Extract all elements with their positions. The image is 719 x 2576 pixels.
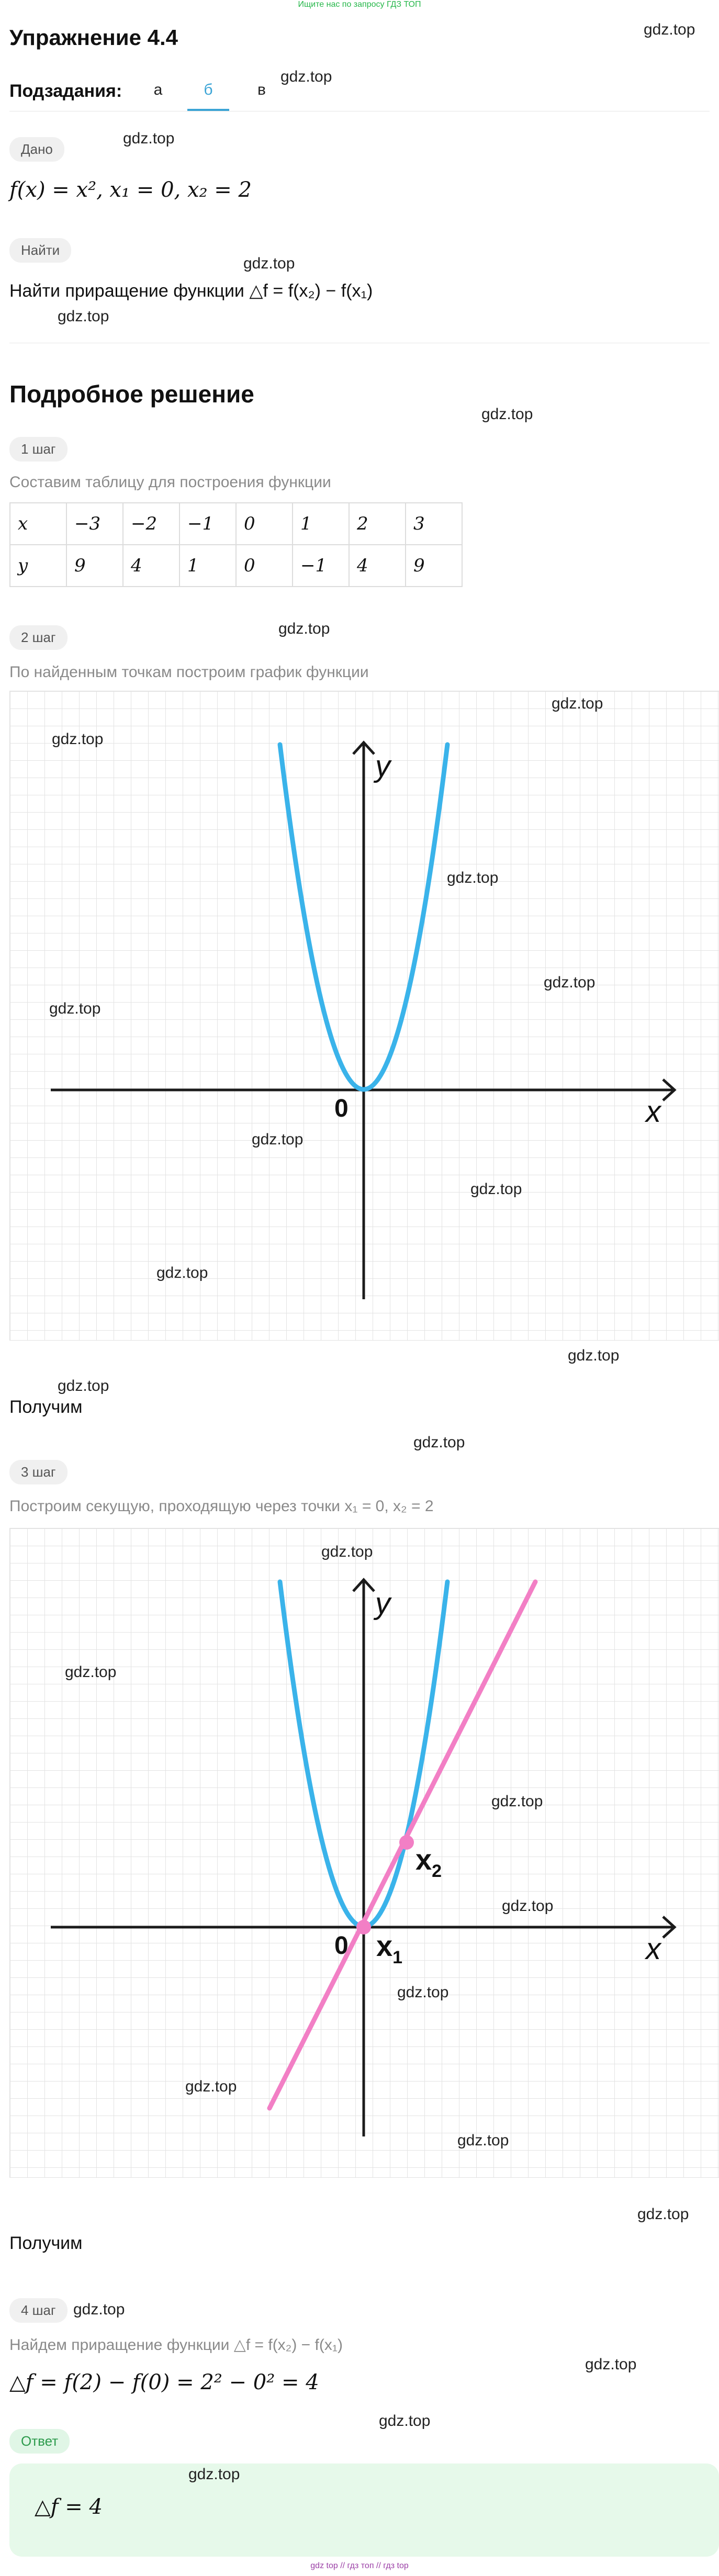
x1-label bbox=[376, 1929, 402, 1968]
tab-v[interactable]: в bbox=[257, 81, 266, 98]
watermark: gdz.top bbox=[491, 1793, 543, 1810]
table-cell: −1 bbox=[293, 545, 349, 587]
answer-pill: Ответ bbox=[9, 2429, 70, 2454]
table-cell: 0 bbox=[236, 545, 293, 587]
step1-text: Составим таблицу для построения функции bbox=[9, 474, 331, 491]
watermark: gdz.top bbox=[552, 695, 603, 712]
watermark: gdz.top bbox=[156, 1264, 208, 1281]
watermark: gdz.top bbox=[52, 730, 104, 748]
watermark: gdz.top bbox=[457, 2132, 509, 2149]
result1-text: Получим bbox=[9, 1397, 83, 1417]
x2-label bbox=[415, 1842, 442, 1882]
tab-b[interactable]: б bbox=[204, 81, 213, 98]
watermark: gdz.top bbox=[252, 1131, 304, 1148]
watermark: gdz.top bbox=[188, 2466, 240, 2483]
table-cell: 3 bbox=[406, 503, 462, 545]
watermark: gdz.top bbox=[644, 21, 695, 38]
step4-formula: △f = f(2) − f(0) = 2² − 0² = 4 bbox=[9, 2370, 319, 2394]
watermark: gdz.top bbox=[447, 869, 499, 886]
watermark: gdz.top bbox=[65, 1663, 117, 1681]
find-text: Найти приращение функции △f = f(x₂) − f(x₁) bbox=[9, 281, 373, 301]
watermark: gdz.top bbox=[280, 68, 332, 85]
step3-text: Построим секущую, проходящую через точки x₁ = 0, x₂ = 2 bbox=[9, 1498, 434, 1515]
watermark: gdz.top bbox=[413, 1434, 465, 1451]
table-cell: 1 bbox=[179, 545, 236, 587]
footer-links[interactable]: gdz top // гдз топ // гдз top bbox=[310, 2561, 409, 2570]
table-cell: y bbox=[10, 545, 66, 587]
watermark: gdz.top bbox=[185, 2078, 237, 2095]
table-cell: −2 bbox=[123, 503, 179, 545]
watermark: gdz.top bbox=[568, 1347, 620, 1364]
x-axis-label: x bbox=[646, 1932, 661, 1966]
table-cell: x bbox=[10, 503, 66, 545]
watermark: gdz.top bbox=[481, 406, 533, 423]
solution-title: Подробное решение bbox=[9, 380, 254, 408]
y-axis-label: y bbox=[375, 1587, 390, 1621]
watermark: gdz.top bbox=[544, 974, 596, 991]
find-pill: Найти bbox=[9, 238, 71, 263]
step3-pill: 3 шаг bbox=[9, 1460, 68, 1484]
parabola-graph-svg bbox=[10, 691, 719, 1340]
watermark: gdz.top bbox=[49, 1000, 101, 1017]
watermark: gdz.top bbox=[58, 1377, 109, 1394]
origin-label: 0 bbox=[334, 1932, 349, 1960]
result2-text: Получим bbox=[9, 2233, 83, 2253]
table-row bbox=[10, 545, 462, 587]
step1-pill: 1 шаг bbox=[9, 437, 68, 462]
x2-label-sub: 2 bbox=[432, 1861, 442, 1881]
x-axis-label: x bbox=[646, 1095, 661, 1129]
watermark: gdz.top bbox=[321, 1543, 373, 1560]
table-cell: 4 bbox=[349, 545, 406, 587]
table-cell: 9 bbox=[66, 545, 123, 587]
values-table bbox=[9, 502, 463, 587]
y-axis-label: y bbox=[375, 749, 390, 783]
x1-label-main: x bbox=[376, 1929, 393, 1962]
watermark: gdz.top bbox=[637, 2206, 689, 2223]
step2-pill: 2 шаг bbox=[9, 625, 68, 650]
top-banner[interactable]: Ищите нас по запросу ГДЗ ТОП bbox=[298, 0, 421, 9]
watermark: gdz.top bbox=[379, 2412, 431, 2429]
active-tab-indicator bbox=[187, 109, 229, 111]
step4-text: Найдем приращение функции △f = f(x₂) − f(x₁) bbox=[9, 2336, 343, 2354]
table-cell: 2 bbox=[349, 503, 406, 545]
secant-graph bbox=[9, 1528, 719, 2178]
given-pill: Дано bbox=[9, 137, 64, 162]
watermark: gdz.top bbox=[470, 1180, 522, 1198]
answer-formula: △f = 4 bbox=[35, 2495, 103, 2519]
watermark: gdz.top bbox=[58, 308, 109, 325]
x2-label-main: x bbox=[415, 1843, 432, 1876]
watermark: gdz.top bbox=[502, 1897, 554, 1915]
watermark: gdz.top bbox=[397, 1984, 449, 2001]
table-cell: 1 bbox=[293, 503, 349, 545]
watermark: gdz.top bbox=[243, 255, 295, 272]
table-cell: 9 bbox=[406, 545, 462, 587]
watermark: gdz.top bbox=[123, 130, 175, 147]
secant-graph-svg bbox=[10, 1528, 719, 2177]
parabola-graph bbox=[9, 691, 719, 1341]
table-cell: −1 bbox=[179, 503, 236, 545]
point-x2 bbox=[399, 1835, 414, 1850]
watermark: gdz.top bbox=[73, 2301, 125, 2318]
point-x1 bbox=[356, 1920, 371, 1934]
step2-text: По найденным точкам построим график функции bbox=[9, 663, 369, 681]
table-cell: 4 bbox=[123, 545, 179, 587]
page-title: Упражнение 4.4 bbox=[9, 25, 178, 50]
tab-a[interactable]: а bbox=[153, 81, 163, 98]
table-row bbox=[10, 503, 462, 545]
watermark: gdz.top bbox=[278, 620, 330, 637]
subtasks-label: Подзадания: bbox=[9, 81, 122, 101]
origin-label: 0 bbox=[334, 1095, 349, 1122]
given-formula: f(x) = x², x₁ = 0, x₂ = 2 bbox=[9, 178, 252, 202]
x1-label-sub: 1 bbox=[392, 1948, 403, 1967]
watermark: gdz.top bbox=[585, 2356, 637, 2373]
step4-pill: 4 шаг bbox=[9, 2298, 68, 2323]
table-cell: 0 bbox=[236, 503, 293, 545]
table-cell: −3 bbox=[66, 503, 123, 545]
answer-box bbox=[9, 2463, 719, 2557]
